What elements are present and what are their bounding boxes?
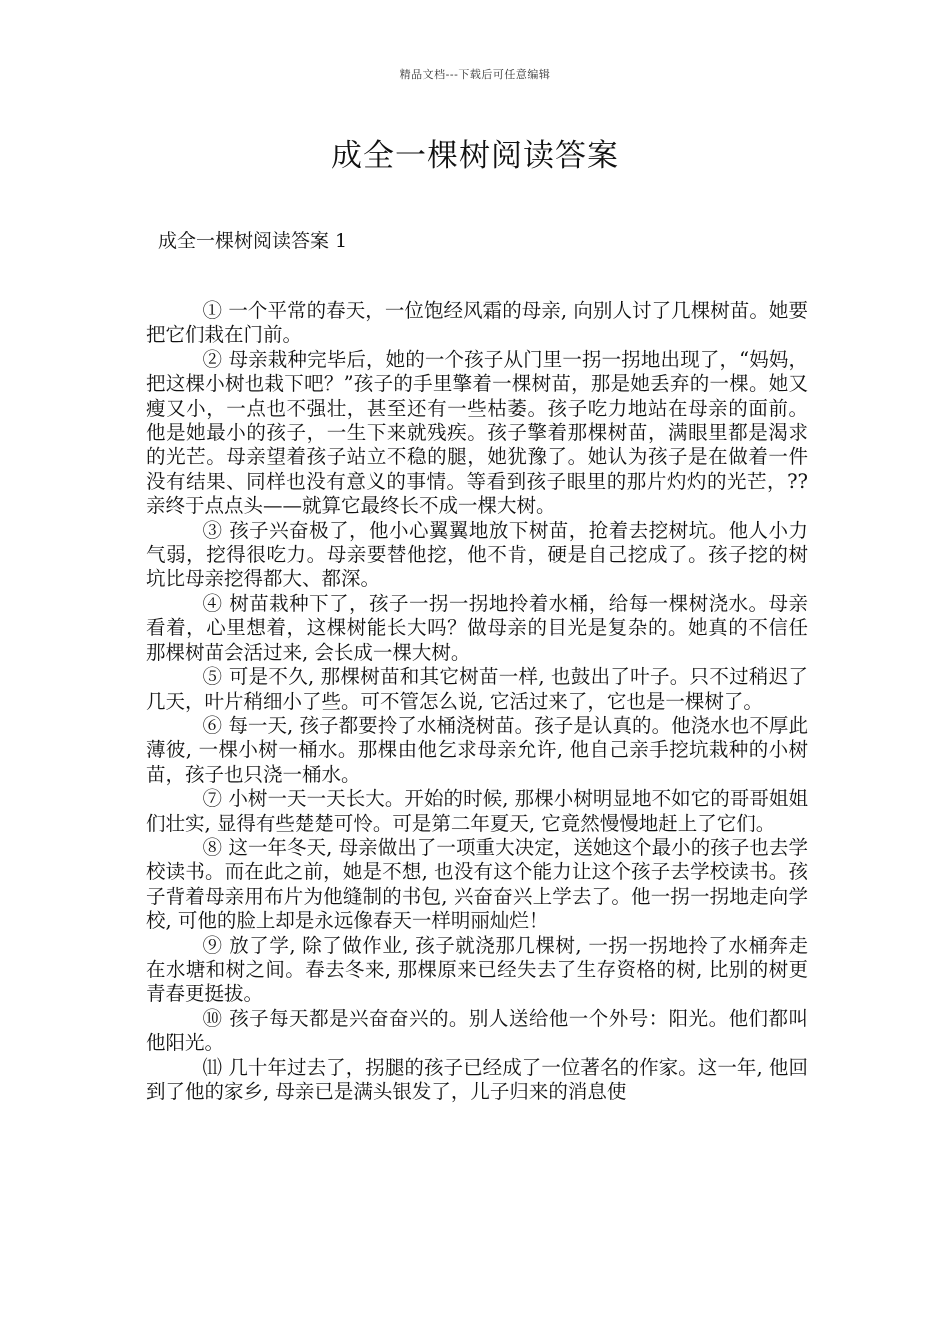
paragraph-8: ⑧ 这一年冬天, 母亲做出了一项重大决定，送她这个最小的孩子也去学校读书。而在此之前，她是不想, 也没有这个能力让这个孩子去学校读书。孩子背着母亲用布片为他缝制的书包, 兴奋奋兴上学去了。他一拐一拐地走向学校, 可他的脸上却是永远像春天一样明丽灿烂！ (146, 835, 808, 933)
page-title: 成全一棵树阅读答案 (331, 138, 619, 174)
paragraph-2: ② 母亲栽种完毕后，她的一个孩子从门里一拐一拐地出现了，“妈妈，把这棵小树也栽下吧？”孩子的手里擎着一棵树苗，那是她丢弃的一棵。她又瘦又小，一点也不强壮，甚至还有一些枯萎。孩子吃力地站在母亲的面前。他是她最小的孩子，一生下来就残疾。孩子擎着那棵树苗，满眼里都是渴求的光芒。母亲望着孩子站立不稳的腿，她犹豫了。她认为孩子是在做着一件没有结果、同样也没有意义的事情。等看到孩子眼里的那片灼灼的光芒，??亲终于点点头——就算它最终长不成一棵大树。 (146, 347, 808, 518)
paragraph-11: ⑾ 几十年过去了，拐腿的孩子已经成了一位著名的作家。这一年, 他回到了他的家乡, 母亲已是满头银发了，儿子归来的消息使 (146, 1055, 808, 1103)
article-body (146, 299, 808, 1104)
paragraph-4: ④ 树苗栽种下了，孩子一拐一拐地拎着水桶，给每一棵树浇水。母亲看着，心里想着，这棵树能长大吗？做母亲的目光是复杂的。她真的不信任那棵树苗会活过来, 会长成一棵大树。 (146, 591, 808, 664)
section-heading: 成全一棵树阅读答案 1 (158, 230, 348, 252)
paragraph-3: ③ 孩子兴奋极了，他小心翼翼地放下树苗，抢着去挖树坑。他人小力气弱，挖得很吃力。母亲要替他挖，他不肯，硬是自己挖成了。孩子挖的树坑比母亲挖得都大、都深。 (146, 518, 808, 591)
header-note: 精品文档---下载后可任意编辑 (399, 68, 551, 81)
paragraph-7: ⑦ 小树一天一天长大。开始的时候, 那棵小树明显地不如它的哥哥姐姐们壮实, 显得有些楚楚可怜。可是第二年夏天, 它竟然慢慢地赶上了它们。 (146, 787, 808, 835)
paragraph-5: ⑤ 可是不久, 那棵树苗和其它树苗一样, 也鼓出了叶子。只不过稍迟了几天，叶片稍细小了些。可不管怎么说, 它活过来了，它也是一棵树了。 (146, 665, 808, 713)
paragraph-6: ⑥ 每一天, 孩子都要拎了水桶浇树苗。孩子是认真的。他浇水也不厚此薄彼, 一棵小树一桶水。那棵由他乞求母亲允许, 他自己亲手挖坑栽种的小树苗，孩子也只浇一桶水。 (146, 713, 808, 786)
paragraph-9: ⑨ 放了学, 除了做作业, 孩子就浇那几棵树, 一拐一拐地拎了水桶奔走在水塘和树之间。春去冬来, 那棵原来已经失去了生存资格的树, 比别的树更青春更挺拔。 (146, 933, 808, 1006)
paragraph-1: ① 一个平常的春天，一位饱经风霜的母亲, 向别人讨了几棵树苗。她要把它们栽在门前。 (146, 299, 808, 347)
paragraph-10: ⑩ 孩子每天都是兴奋奋兴的。别人送给他一个外号：阳光。他们都叫他阳光。 (146, 1006, 808, 1055)
